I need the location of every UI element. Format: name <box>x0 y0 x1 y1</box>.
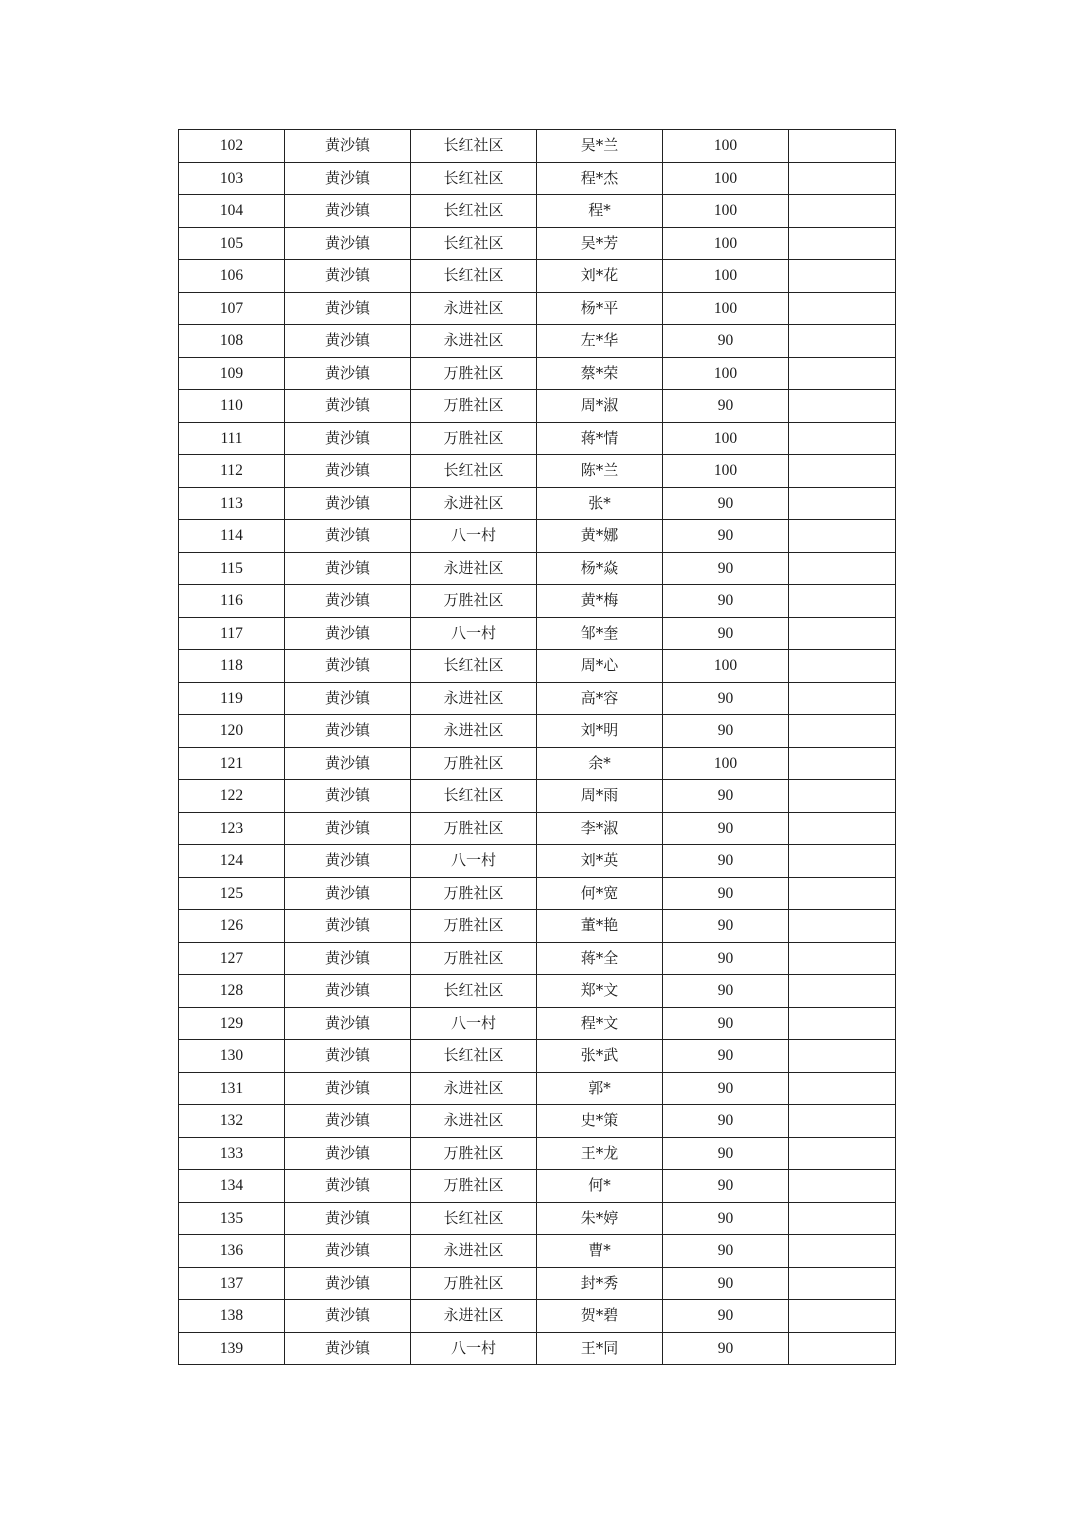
name-cell: 李*淑 <box>537 812 663 845</box>
amount-cell: 90 <box>663 715 789 748</box>
serial-number-cell: 135 <box>179 1202 285 1235</box>
table-row <box>179 1202 896 1235</box>
town-cell: 黄沙镇 <box>285 195 411 228</box>
remark-cell <box>789 390 896 423</box>
community-cell: 万胜社区 <box>411 942 537 975</box>
name-cell: 郑*文 <box>537 975 663 1008</box>
name-cell: 高*容 <box>537 682 663 715</box>
town-cell: 黄沙镇 <box>285 585 411 618</box>
serial-number-cell: 133 <box>179 1137 285 1170</box>
community-cell: 八一村 <box>411 1007 537 1040</box>
remark-cell <box>789 1267 896 1300</box>
amount-cell: 100 <box>663 455 789 488</box>
serial-number-cell: 108 <box>179 325 285 358</box>
table-row <box>179 650 896 683</box>
name-cell: 王*龙 <box>537 1137 663 1170</box>
remark-cell <box>789 747 896 780</box>
remark-cell <box>789 650 896 683</box>
name-cell: 杨*焱 <box>537 552 663 585</box>
remark-cell <box>789 812 896 845</box>
town-cell: 黄沙镇 <box>285 617 411 650</box>
amount-cell: 90 <box>663 877 789 910</box>
community-cell: 永进社区 <box>411 1235 537 1268</box>
table-body <box>179 130 896 1365</box>
remark-cell <box>789 487 896 520</box>
remark-cell <box>789 130 896 163</box>
name-cell: 封*秀 <box>537 1267 663 1300</box>
table-row <box>179 682 896 715</box>
community-cell: 永进社区 <box>411 1105 537 1138</box>
name-cell: 刘*花 <box>537 260 663 293</box>
amount-cell: 90 <box>663 617 789 650</box>
serial-number-cell: 103 <box>179 162 285 195</box>
remark-cell <box>789 780 896 813</box>
table-row <box>179 617 896 650</box>
name-cell: 蔡*荣 <box>537 357 663 390</box>
serial-number-cell: 117 <box>179 617 285 650</box>
amount-cell: 90 <box>663 325 789 358</box>
serial-number-cell: 121 <box>179 747 285 780</box>
amount-cell: 90 <box>663 780 789 813</box>
table-row <box>179 1267 896 1300</box>
table-row <box>179 520 896 553</box>
town-cell: 黄沙镇 <box>285 650 411 683</box>
amount-cell: 90 <box>663 942 789 975</box>
table-row <box>179 747 896 780</box>
town-cell: 黄沙镇 <box>285 845 411 878</box>
serial-number-cell: 115 <box>179 552 285 585</box>
serial-number-cell: 125 <box>179 877 285 910</box>
serial-number-cell: 114 <box>179 520 285 553</box>
serial-number-cell: 130 <box>179 1040 285 1073</box>
amount-cell: 90 <box>663 1170 789 1203</box>
town-cell: 黄沙镇 <box>285 260 411 293</box>
name-cell: 贺*碧 <box>537 1300 663 1333</box>
serial-number-cell: 138 <box>179 1300 285 1333</box>
remark-cell <box>789 1332 896 1365</box>
town-cell: 黄沙镇 <box>285 1040 411 1073</box>
community-cell: 万胜社区 <box>411 357 537 390</box>
table-row <box>179 845 896 878</box>
name-cell: 陈*兰 <box>537 455 663 488</box>
amount-cell: 90 <box>663 1300 789 1333</box>
table-row <box>179 1105 896 1138</box>
amount-cell: 100 <box>663 162 789 195</box>
remark-cell <box>789 195 896 228</box>
community-cell: 永进社区 <box>411 325 537 358</box>
table-row <box>179 975 896 1008</box>
amount-cell: 90 <box>663 1267 789 1300</box>
town-cell: 黄沙镇 <box>285 812 411 845</box>
name-cell: 左*华 <box>537 325 663 358</box>
remark-cell <box>789 585 896 618</box>
serial-number-cell: 134 <box>179 1170 285 1203</box>
remark-cell <box>789 942 896 975</box>
name-cell: 吴*兰 <box>537 130 663 163</box>
serial-number-cell: 104 <box>179 195 285 228</box>
town-cell: 黄沙镇 <box>285 780 411 813</box>
serial-number-cell: 119 <box>179 682 285 715</box>
serial-number-cell: 139 <box>179 1332 285 1365</box>
name-cell: 程*杰 <box>537 162 663 195</box>
community-cell: 八一村 <box>411 1332 537 1365</box>
serial-number-cell: 106 <box>179 260 285 293</box>
table-row <box>179 877 896 910</box>
name-cell: 刘*英 <box>537 845 663 878</box>
serial-number-cell: 107 <box>179 292 285 325</box>
community-cell: 八一村 <box>411 520 537 553</box>
remark-cell <box>789 552 896 585</box>
community-cell: 长红社区 <box>411 162 537 195</box>
name-cell: 张*武 <box>537 1040 663 1073</box>
remark-cell <box>789 260 896 293</box>
serial-number-cell: 102 <box>179 130 285 163</box>
name-cell: 郭* <box>537 1072 663 1105</box>
name-cell: 杨*平 <box>537 292 663 325</box>
remark-cell <box>789 1072 896 1105</box>
community-cell: 万胜社区 <box>411 910 537 943</box>
table-row <box>179 455 896 488</box>
community-cell: 八一村 <box>411 617 537 650</box>
town-cell: 黄沙镇 <box>285 975 411 1008</box>
remark-cell <box>789 422 896 455</box>
table-row <box>179 1300 896 1333</box>
community-cell: 永进社区 <box>411 715 537 748</box>
amount-cell: 90 <box>663 585 789 618</box>
town-cell: 黄沙镇 <box>285 422 411 455</box>
remark-cell <box>789 325 896 358</box>
amount-cell: 90 <box>663 845 789 878</box>
serial-number-cell: 110 <box>179 390 285 423</box>
name-cell: 吴*芳 <box>537 227 663 260</box>
town-cell: 黄沙镇 <box>285 910 411 943</box>
community-cell: 万胜社区 <box>411 747 537 780</box>
community-cell: 长红社区 <box>411 1202 537 1235</box>
community-cell: 长红社区 <box>411 1040 537 1073</box>
remark-cell <box>789 1007 896 1040</box>
community-cell: 长红社区 <box>411 780 537 813</box>
name-cell: 史*策 <box>537 1105 663 1138</box>
name-cell: 朱*婷 <box>537 1202 663 1235</box>
community-cell: 永进社区 <box>411 487 537 520</box>
town-cell: 黄沙镇 <box>285 1170 411 1203</box>
table-row <box>179 1332 896 1365</box>
remark-cell <box>789 1202 896 1235</box>
community-cell: 长红社区 <box>411 130 537 163</box>
remark-cell <box>789 162 896 195</box>
remark-cell <box>789 520 896 553</box>
amount-cell: 90 <box>663 552 789 585</box>
community-cell: 万胜社区 <box>411 1137 537 1170</box>
serial-number-cell: 120 <box>179 715 285 748</box>
amount-cell: 100 <box>663 747 789 780</box>
community-cell: 长红社区 <box>411 227 537 260</box>
community-cell: 长红社区 <box>411 195 537 228</box>
table-row <box>179 1170 896 1203</box>
table-row <box>179 162 896 195</box>
amount-cell: 100 <box>663 195 789 228</box>
name-cell: 周*雨 <box>537 780 663 813</box>
serial-number-cell: 137 <box>179 1267 285 1300</box>
remark-cell <box>789 1137 896 1170</box>
town-cell: 黄沙镇 <box>285 1267 411 1300</box>
community-cell: 万胜社区 <box>411 585 537 618</box>
serial-number-cell: 131 <box>179 1072 285 1105</box>
remark-cell <box>789 1105 896 1138</box>
table-row <box>179 942 896 975</box>
amount-cell: 90 <box>663 1202 789 1235</box>
table-row <box>179 812 896 845</box>
name-cell: 周*淑 <box>537 390 663 423</box>
name-cell: 余* <box>537 747 663 780</box>
amount-cell: 90 <box>663 1332 789 1365</box>
community-cell: 八一村 <box>411 845 537 878</box>
remark-cell <box>789 617 896 650</box>
table-row <box>179 227 896 260</box>
community-cell: 长红社区 <box>411 650 537 683</box>
town-cell: 黄沙镇 <box>285 325 411 358</box>
town-cell: 黄沙镇 <box>285 292 411 325</box>
remark-cell <box>789 975 896 1008</box>
community-cell: 永进社区 <box>411 552 537 585</box>
amount-cell: 90 <box>663 1007 789 1040</box>
town-cell: 黄沙镇 <box>285 1137 411 1170</box>
remark-cell <box>789 357 896 390</box>
community-cell: 万胜社区 <box>411 812 537 845</box>
remark-cell <box>789 845 896 878</box>
amount-cell: 90 <box>663 390 789 423</box>
table-row <box>179 1007 896 1040</box>
town-cell: 黄沙镇 <box>285 747 411 780</box>
town-cell: 黄沙镇 <box>285 942 411 975</box>
remark-cell <box>789 715 896 748</box>
community-cell: 万胜社区 <box>411 1267 537 1300</box>
community-cell: 万胜社区 <box>411 390 537 423</box>
amount-cell: 90 <box>663 910 789 943</box>
amount-cell: 100 <box>663 357 789 390</box>
town-cell: 黄沙镇 <box>285 357 411 390</box>
name-cell: 王*同 <box>537 1332 663 1365</box>
table-row <box>179 1137 896 1170</box>
amount-cell: 90 <box>663 1072 789 1105</box>
table-row <box>179 585 896 618</box>
table-row <box>179 1040 896 1073</box>
town-cell: 黄沙镇 <box>285 552 411 585</box>
amount-cell: 90 <box>663 1040 789 1073</box>
town-cell: 黄沙镇 <box>285 1072 411 1105</box>
community-cell: 永进社区 <box>411 1300 537 1333</box>
table-row <box>179 195 896 228</box>
name-cell: 蒋*情 <box>537 422 663 455</box>
town-cell: 黄沙镇 <box>285 715 411 748</box>
town-cell: 黄沙镇 <box>285 1105 411 1138</box>
serial-number-cell: 129 <box>179 1007 285 1040</box>
amount-cell: 90 <box>663 975 789 1008</box>
name-cell: 何*宽 <box>537 877 663 910</box>
name-cell: 何* <box>537 1170 663 1203</box>
name-cell: 刘*明 <box>537 715 663 748</box>
serial-number-cell: 122 <box>179 780 285 813</box>
serial-number-cell: 124 <box>179 845 285 878</box>
town-cell: 黄沙镇 <box>285 390 411 423</box>
community-cell: 永进社区 <box>411 682 537 715</box>
table-row <box>179 1235 896 1268</box>
town-cell: 黄沙镇 <box>285 130 411 163</box>
amount-cell: 90 <box>663 1137 789 1170</box>
name-cell: 曹* <box>537 1235 663 1268</box>
table-row <box>179 357 896 390</box>
serial-number-cell: 109 <box>179 357 285 390</box>
name-cell: 邹*奎 <box>537 617 663 650</box>
table-row <box>179 260 896 293</box>
data-table <box>178 129 896 1365</box>
remark-cell <box>789 1235 896 1268</box>
name-cell: 周*心 <box>537 650 663 683</box>
community-cell: 永进社区 <box>411 1072 537 1105</box>
amount-cell: 100 <box>663 650 789 683</box>
amount-cell: 90 <box>663 487 789 520</box>
community-cell: 长红社区 <box>411 455 537 488</box>
name-cell: 黄*梅 <box>537 585 663 618</box>
town-cell: 黄沙镇 <box>285 520 411 553</box>
table-row <box>179 487 896 520</box>
town-cell: 黄沙镇 <box>285 162 411 195</box>
serial-number-cell: 105 <box>179 227 285 260</box>
amount-cell: 90 <box>663 1235 789 1268</box>
amount-cell: 90 <box>663 520 789 553</box>
community-cell: 永进社区 <box>411 292 537 325</box>
remark-cell <box>789 1300 896 1333</box>
serial-number-cell: 132 <box>179 1105 285 1138</box>
table-row <box>179 552 896 585</box>
name-cell: 张* <box>537 487 663 520</box>
table-row <box>179 390 896 423</box>
name-cell: 董*艳 <box>537 910 663 943</box>
amount-cell: 100 <box>663 422 789 455</box>
town-cell: 黄沙镇 <box>285 1300 411 1333</box>
remark-cell <box>789 877 896 910</box>
remark-cell <box>789 292 896 325</box>
town-cell: 黄沙镇 <box>285 455 411 488</box>
town-cell: 黄沙镇 <box>285 1202 411 1235</box>
amount-cell: 100 <box>663 130 789 163</box>
table-row <box>179 130 896 163</box>
remark-cell <box>789 910 896 943</box>
remark-cell <box>789 1170 896 1203</box>
serial-number-cell: 128 <box>179 975 285 1008</box>
serial-number-cell: 112 <box>179 455 285 488</box>
town-cell: 黄沙镇 <box>285 1007 411 1040</box>
serial-number-cell: 118 <box>179 650 285 683</box>
name-cell: 黄*娜 <box>537 520 663 553</box>
table-row <box>179 292 896 325</box>
town-cell: 黄沙镇 <box>285 1332 411 1365</box>
serial-number-cell: 136 <box>179 1235 285 1268</box>
name-cell: 程*文 <box>537 1007 663 1040</box>
serial-number-cell: 126 <box>179 910 285 943</box>
town-cell: 黄沙镇 <box>285 877 411 910</box>
table-row <box>179 910 896 943</box>
name-cell: 蒋*全 <box>537 942 663 975</box>
amount-cell: 100 <box>663 292 789 325</box>
town-cell: 黄沙镇 <box>285 487 411 520</box>
community-cell: 长红社区 <box>411 260 537 293</box>
amount-cell: 90 <box>663 812 789 845</box>
table-row <box>179 422 896 455</box>
table-row <box>179 715 896 748</box>
amount-cell: 100 <box>663 227 789 260</box>
town-cell: 黄沙镇 <box>285 1235 411 1268</box>
community-cell: 万胜社区 <box>411 422 537 455</box>
town-cell: 黄沙镇 <box>285 682 411 715</box>
table-row <box>179 1072 896 1105</box>
amount-cell: 90 <box>663 682 789 715</box>
remark-cell <box>789 682 896 715</box>
table-row <box>179 780 896 813</box>
remark-cell <box>789 227 896 260</box>
name-cell: 程* <box>537 195 663 228</box>
serial-number-cell: 127 <box>179 942 285 975</box>
table-row <box>179 325 896 358</box>
community-cell: 万胜社区 <box>411 877 537 910</box>
community-cell: 长红社区 <box>411 975 537 1008</box>
serial-number-cell: 113 <box>179 487 285 520</box>
serial-number-cell: 123 <box>179 812 285 845</box>
amount-cell: 90 <box>663 1105 789 1138</box>
serial-number-cell: 116 <box>179 585 285 618</box>
serial-number-cell: 111 <box>179 422 285 455</box>
remark-cell <box>789 455 896 488</box>
town-cell: 黄沙镇 <box>285 227 411 260</box>
amount-cell: 100 <box>663 260 789 293</box>
community-cell: 万胜社区 <box>411 1170 537 1203</box>
remark-cell <box>789 1040 896 1073</box>
